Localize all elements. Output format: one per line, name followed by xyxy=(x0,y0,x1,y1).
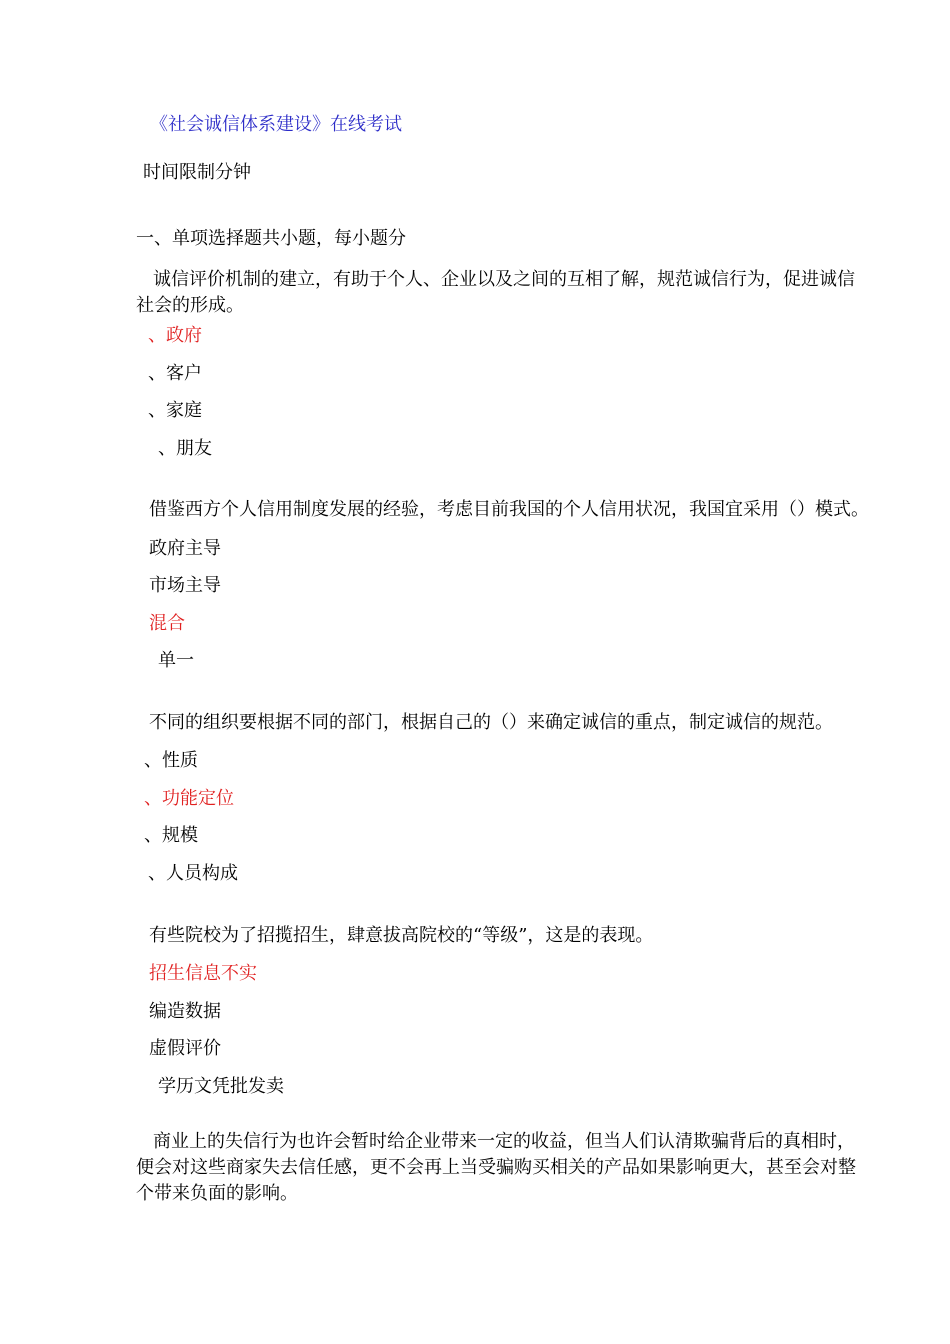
question-1-option-a[interactable]: 、政府 xyxy=(148,325,202,346)
page-title: 《社会诚信体系建设》在线考试 xyxy=(150,114,402,135)
question-4-stem-line-1: 有些院校为了招揽招生，肆意拔高院校的“等级”，这是的表现。 xyxy=(149,925,654,946)
time-limit: 时间限制分钟 xyxy=(143,162,251,183)
question-4-option-b[interactable]: 编造数据 xyxy=(149,1001,221,1022)
question-1-stem-line-2: 社会的形成。 xyxy=(136,295,244,316)
question-5-stem-line-3: 个带来负面的影响。 xyxy=(136,1183,298,1204)
question-2-option-d[interactable]: 单一 xyxy=(158,650,194,671)
question-2-option-b[interactable]: 市场主导 xyxy=(149,575,221,596)
question-5-stem-line-2: 便会对这些商家失去信任感，更不会再上当受骗购买相关的产品如果影响更大，甚至会对整 xyxy=(136,1157,856,1178)
question-4-option-d[interactable]: 学历文凭批发卖 xyxy=(158,1076,284,1097)
question-1-stem-line-1: 诚信评价机制的建立，有助于个人、企业以及之间的互相了解，规范诚信行为，促进诚信 xyxy=(153,269,855,290)
question-3-stem-line-1: 不同的组织要根据不同的部门，根据自己的（）来确定诚信的重点，制定诚信的规范。 xyxy=(149,712,833,733)
question-4-option-c[interactable]: 虚假评价 xyxy=(149,1038,221,1059)
question-2-stem-line-1: 借鉴西方个人信用制度发展的经验，考虑目前我国的个人信用状况，我国宜采用（）模式。 xyxy=(149,499,869,520)
question-5-stem-line-1: 商业上的失信行为也许会暂时给企业带来一定的收益，但当人们认清欺骗背后的真相时， xyxy=(153,1131,855,1152)
question-1-option-c[interactable]: 、家庭 xyxy=(148,400,202,421)
question-2-option-a[interactable]: 政府主导 xyxy=(149,538,221,559)
question-2-option-c[interactable]: 混合 xyxy=(149,613,185,634)
question-3-option-a[interactable]: 、性质 xyxy=(144,750,198,771)
question-1-option-b[interactable]: 、客户 xyxy=(148,363,202,384)
question-3-option-b[interactable]: 、功能定位 xyxy=(144,788,234,809)
section-heading: 一、单项选择题共小题，每小题分 xyxy=(136,228,406,249)
question-1-option-d[interactable]: 、朋友 xyxy=(158,438,212,459)
question-3-option-c[interactable]: 、规模 xyxy=(144,825,198,846)
question-3-option-d[interactable]: 、人员构成 xyxy=(148,863,238,884)
question-4-option-a[interactable]: 招生信息不实 xyxy=(149,963,257,984)
